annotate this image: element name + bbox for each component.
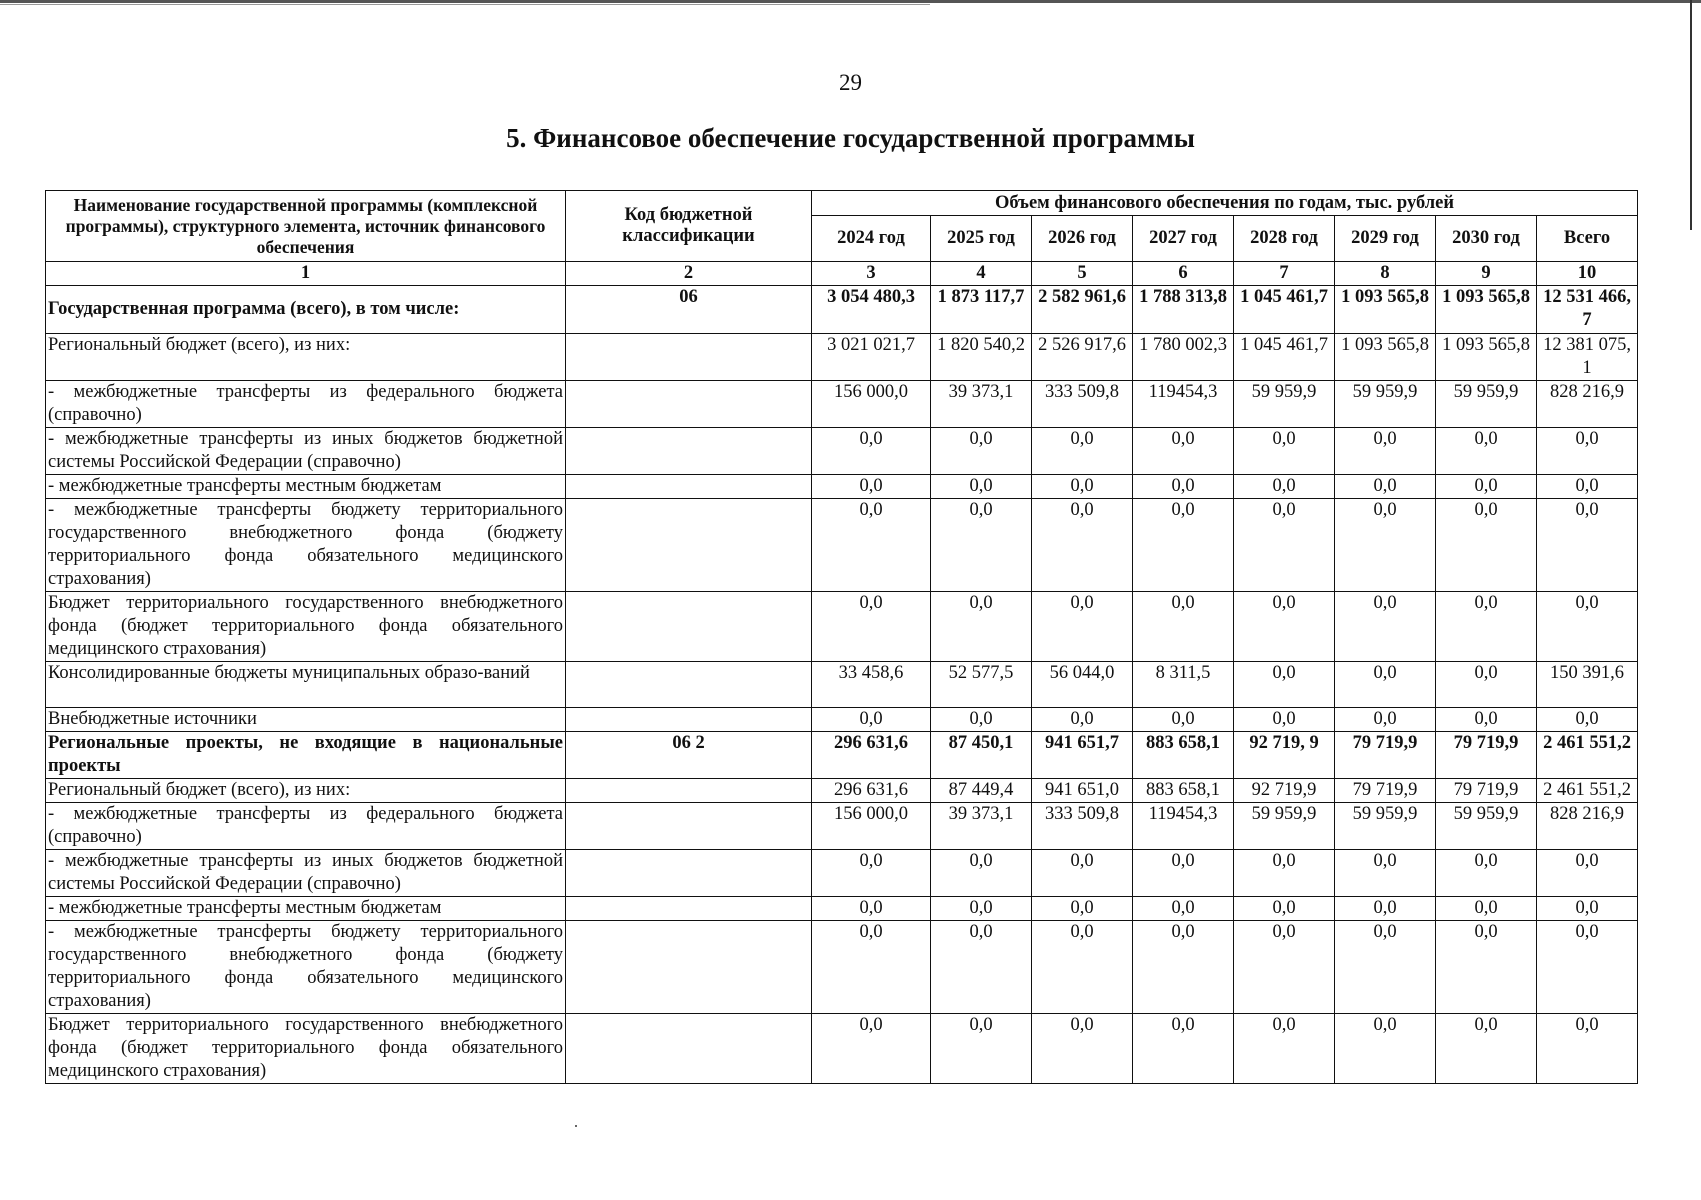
column-number: 3 (812, 262, 931, 286)
row-value-cell: 0,0 (1032, 921, 1133, 1014)
row-value-cell: 79 719,9 (1436, 732, 1537, 779)
row-value-cell: 0,0 (1234, 662, 1335, 708)
row-name-cell: - межбюджетные трансферты из иных бюджетов бюджетной системы Российской Федерации (справочно) (46, 428, 566, 475)
row-total-cell: 828 216,9 (1537, 803, 1638, 850)
row-value-cell: 0,0 (1335, 921, 1436, 1014)
row-value-cell: 0,0 (812, 428, 931, 475)
header-total: Всего (1537, 216, 1638, 262)
column-number: 1 (46, 262, 566, 286)
row-total-cell: 0,0 (1537, 897, 1638, 921)
row-value-cell: 883 658,1 (1133, 779, 1234, 803)
row-name-cell: - межбюджетные трансферты из иных бюджетов бюджетной системы Российской Федерации (справочно) (46, 850, 566, 897)
header-year: 2030 год (1436, 216, 1537, 262)
row-value-cell: 296 631,6 (812, 779, 931, 803)
row-total-cell: 2 461 551,2 (1537, 779, 1638, 803)
row-value-cell: 0,0 (1032, 1014, 1133, 1084)
row-value-cell: 0,0 (931, 850, 1032, 897)
row-name-cell: - межбюджетные трансферты из федерального бюджета (справочно) (46, 803, 566, 850)
row-value-cell: 119454,3 (1133, 381, 1234, 428)
row-value-cell: 0,0 (812, 708, 931, 732)
row-value-cell: 87 449,4 (931, 779, 1032, 803)
row-total-cell: 0,0 (1537, 850, 1638, 897)
column-number: 6 (1133, 262, 1234, 286)
row-code-cell (566, 428, 812, 475)
table-row (46, 592, 1638, 662)
row-value-cell: 0,0 (931, 708, 1032, 732)
page-number: 29 (839, 70, 862, 95)
row-value-cell: 0,0 (1032, 499, 1133, 592)
row-value-cell: 296 631,6 (812, 732, 931, 779)
row-value-cell: 0,0 (1133, 897, 1234, 921)
row-name-cell: Бюджет территориального государственного внебюджетного фонда (бюджет территориального фонда обязательного медицинского страхования) (46, 1014, 566, 1084)
row-value-cell: 0,0 (1234, 499, 1335, 592)
row-value-cell: 0,0 (931, 428, 1032, 475)
column-number: 9 (1436, 262, 1537, 286)
financing-table (45, 190, 1638, 1084)
table-row (46, 428, 1638, 475)
row-value-cell: 0,0 (1436, 921, 1537, 1014)
row-value-cell: 0,0 (1335, 428, 1436, 475)
header-year: 2029 год (1335, 216, 1436, 262)
row-value-cell: 0,0 (1335, 897, 1436, 921)
row-value-cell: 79 719,9 (1335, 732, 1436, 779)
row-value-cell: 1 093 565,8 (1436, 334, 1537, 381)
row-name-cell: - межбюджетные трансферты бюджету территориального государственного внебюджетного фонда (бюджету территориального фонда обязательного медицинского страхования) (46, 921, 566, 1014)
scan-speck (575, 1125, 577, 1127)
row-total-cell: 12 531 466,7 (1537, 286, 1638, 334)
scan-right-edge (1690, 0, 1692, 230)
row-value-cell: 79 719,9 (1335, 779, 1436, 803)
row-value-cell: 0,0 (812, 850, 931, 897)
row-value-cell: 0,0 (931, 921, 1032, 1014)
column-number: 5 (1032, 262, 1133, 286)
row-code-cell (566, 499, 812, 592)
row-value-cell: 1 093 565,8 (1335, 334, 1436, 381)
column-number: 7 (1234, 262, 1335, 286)
row-value-cell: 0,0 (931, 897, 1032, 921)
table-row (46, 334, 1638, 381)
table-row (46, 803, 1638, 850)
row-value-cell: 1 780 002,3 (1133, 334, 1234, 381)
row-code-cell (566, 381, 812, 428)
column-number-row (46, 262, 1638, 286)
row-value-cell: 0,0 (1032, 850, 1133, 897)
row-total-cell: 2 461 551,2 (1537, 732, 1638, 779)
row-total-cell: 0,0 (1537, 475, 1638, 499)
row-total-cell: 150 391,6 (1537, 662, 1638, 708)
table-row (46, 286, 1638, 334)
row-value-cell: 0,0 (1032, 708, 1133, 732)
header-year: 2027 год (1133, 216, 1234, 262)
row-value-cell: 333 509,8 (1032, 381, 1133, 428)
row-value-cell: 156 000,0 (812, 381, 931, 428)
row-value-cell: 1 045 461,7 (1234, 286, 1335, 334)
row-value-cell: 0,0 (1234, 921, 1335, 1014)
column-number: 4 (931, 262, 1032, 286)
row-value-cell: 0,0 (1133, 1014, 1234, 1084)
row-value-cell: 1 093 565,8 (1335, 286, 1436, 334)
row-value-cell: 0,0 (931, 475, 1032, 499)
row-code-cell (566, 850, 812, 897)
row-code-cell (566, 921, 812, 1014)
row-value-cell: 0,0 (1436, 499, 1537, 592)
row-code-cell: 06 2 (566, 732, 812, 779)
row-code-cell (566, 897, 812, 921)
row-value-cell: 1 820 540,2 (931, 334, 1032, 381)
row-value-cell: 0,0 (1032, 897, 1133, 921)
row-value-cell: 0,0 (931, 1014, 1032, 1084)
row-value-cell: 1 045 461,7 (1234, 334, 1335, 381)
row-name-cell: Государственная программа (всего), в том числе: (46, 286, 566, 334)
row-name-cell: Консолидированные бюджеты муниципальных образо-ваний (46, 662, 566, 708)
row-value-cell: 39 373,1 (931, 803, 1032, 850)
row-value-cell: 0,0 (1234, 592, 1335, 662)
row-total-cell: 0,0 (1537, 708, 1638, 732)
row-total-cell: 0,0 (1537, 1014, 1638, 1084)
row-value-cell: 1 873 117,7 (931, 286, 1032, 334)
column-number: 8 (1335, 262, 1436, 286)
table-row (46, 1014, 1638, 1084)
row-value-cell: 0,0 (1133, 499, 1234, 592)
table-row (46, 921, 1638, 1014)
table-row (46, 850, 1638, 897)
row-value-cell: 0,0 (812, 592, 931, 662)
row-value-cell: 59 959,9 (1234, 381, 1335, 428)
header-volume-group: Объем финансового обеспечения по годам, тыс. рублей (812, 191, 1638, 216)
header-year: 2026 год (1032, 216, 1133, 262)
row-value-cell: 79 719,9 (1436, 779, 1537, 803)
row-value-cell: 56 044,0 (1032, 662, 1133, 708)
row-value-cell: 0,0 (1234, 475, 1335, 499)
row-value-cell: 3 054 480,3 (812, 286, 931, 334)
row-name-cell: Региональный бюджет (всего), из них: (46, 779, 566, 803)
row-value-cell: 0,0 (1335, 475, 1436, 499)
row-value-cell: 0,0 (1032, 475, 1133, 499)
row-code-cell (566, 708, 812, 732)
row-value-cell: 0,0 (812, 475, 931, 499)
row-value-cell: 0,0 (1032, 428, 1133, 475)
table-row (46, 381, 1638, 428)
row-name-cell: Региональный бюджет (всего), из них: (46, 334, 566, 381)
row-value-cell: 0,0 (1133, 428, 1234, 475)
row-code-cell (566, 1014, 812, 1084)
row-value-cell: 0,0 (1234, 708, 1335, 732)
row-value-cell: 0,0 (1436, 428, 1537, 475)
row-value-cell: 0,0 (812, 1014, 931, 1084)
row-value-cell: 0,0 (812, 921, 931, 1014)
row-value-cell: 333 509,8 (1032, 803, 1133, 850)
row-code-cell (566, 475, 812, 499)
row-value-cell: 87 450,1 (931, 732, 1032, 779)
column-number: 2 (566, 262, 812, 286)
row-code-cell: 06 (566, 286, 812, 334)
table-row (46, 475, 1638, 499)
row-total-cell: 0,0 (1537, 592, 1638, 662)
row-value-cell: 0,0 (1335, 662, 1436, 708)
row-value-cell: 0,0 (812, 897, 931, 921)
row-value-cell: 52 577,5 (931, 662, 1032, 708)
row-total-cell: 0,0 (1537, 921, 1638, 1014)
row-code-cell (566, 779, 812, 803)
row-value-cell: 0,0 (1032, 592, 1133, 662)
row-value-cell: 2 582 961,6 (1032, 286, 1133, 334)
table-row (46, 499, 1638, 592)
header-year: 2028 год (1234, 216, 1335, 262)
table-row (46, 708, 1638, 732)
row-total-cell: 12 381 075,1 (1537, 334, 1638, 381)
row-value-cell: 0,0 (1436, 662, 1537, 708)
scan-top-border (0, 0, 1701, 3)
row-value-cell: 0,0 (1234, 1014, 1335, 1084)
row-value-cell: 883 658,1 (1133, 732, 1234, 779)
table-row (46, 779, 1638, 803)
row-value-cell: 0,0 (931, 499, 1032, 592)
row-value-cell: 59 959,9 (1436, 381, 1537, 428)
row-value-cell: 0,0 (1335, 850, 1436, 897)
row-name-cell: Региональные проекты, не входящие в национальные проекты (46, 732, 566, 779)
row-value-cell: 59 959,9 (1335, 803, 1436, 850)
row-value-cell: 0,0 (1436, 850, 1537, 897)
row-value-cell: 0,0 (1133, 921, 1234, 1014)
row-value-cell: 0,0 (1436, 708, 1537, 732)
row-value-cell: 92 719,9 (1234, 779, 1335, 803)
header-code-column: Код бюджетной классификации (566, 191, 812, 262)
row-code-cell (566, 334, 812, 381)
row-value-cell: 0,0 (1436, 1014, 1537, 1084)
row-value-cell: 0,0 (1234, 850, 1335, 897)
row-value-cell: 0,0 (1234, 897, 1335, 921)
row-value-cell: 941 651,0 (1032, 779, 1133, 803)
row-total-cell: 828 216,9 (1537, 381, 1638, 428)
row-value-cell: 0,0 (1436, 475, 1537, 499)
row-value-cell: 92 719, 9 (1234, 732, 1335, 779)
row-value-cell: 0,0 (1335, 499, 1436, 592)
row-value-cell: 59 959,9 (1234, 803, 1335, 850)
row-value-cell: 941 651,7 (1032, 732, 1133, 779)
row-name-cell: - межбюджетные трансферты местным бюджетам (46, 475, 566, 499)
row-value-cell: 0,0 (931, 592, 1032, 662)
row-name-cell: Внебюджетные источники (46, 708, 566, 732)
row-value-cell: 39 373,1 (931, 381, 1032, 428)
row-value-cell: 0,0 (1234, 428, 1335, 475)
table-row (46, 662, 1638, 708)
header-year: 2024 год (812, 216, 931, 262)
row-value-cell: 8 311,5 (1133, 662, 1234, 708)
table-row (46, 897, 1638, 921)
row-name-cell: Бюджет территориального государственного внебюджетного фонда (бюджет территориального фонда обязательного медицинского страхования) (46, 592, 566, 662)
row-code-cell (566, 592, 812, 662)
row-value-cell: 33 458,6 (812, 662, 931, 708)
header-year: 2025 год (931, 216, 1032, 262)
row-name-cell: - межбюджетные трансферты из федерального бюджета (справочно) (46, 381, 566, 428)
row-code-cell (566, 662, 812, 708)
row-value-cell: 2 526 917,6 (1032, 334, 1133, 381)
row-total-cell: 0,0 (1537, 428, 1638, 475)
row-value-cell: 119454,3 (1133, 803, 1234, 850)
row-value-cell: 0,0 (812, 499, 931, 592)
row-name-cell: - межбюджетные трансферты бюджету территориального государственного внебюджетного фонда (бюджету территориального фонда обязательного медицинского страхования) (46, 499, 566, 592)
row-value-cell: 1 788 313,8 (1133, 286, 1234, 334)
scan-top-border-secondary (0, 4, 930, 5)
row-value-cell: 0,0 (1335, 1014, 1436, 1084)
row-total-cell: 0,0 (1537, 499, 1638, 592)
column-number: 10 (1537, 262, 1638, 286)
document-title: 5. Финансовое обеспечение государственной программы (506, 123, 1195, 153)
row-value-cell: 0,0 (1133, 475, 1234, 499)
row-value-cell: 0,0 (1133, 850, 1234, 897)
row-value-cell: 0,0 (1436, 592, 1537, 662)
row-value-cell: 156 000,0 (812, 803, 931, 850)
row-value-cell: 0,0 (1133, 592, 1234, 662)
row-value-cell: 3 021 021,7 (812, 334, 931, 381)
row-value-cell: 0,0 (1436, 897, 1537, 921)
row-value-cell: 0,0 (1133, 708, 1234, 732)
row-value-cell: 1 093 565,8 (1436, 286, 1537, 334)
row-code-cell (566, 803, 812, 850)
row-name-cell: - межбюджетные трансферты местным бюджетам (46, 897, 566, 921)
header-name-column: Наименование государственной программы (комплексной программы), структурного элемента, источник финансового обеспечения (46, 191, 566, 262)
row-value-cell: 59 959,9 (1335, 381, 1436, 428)
row-value-cell: 59 959,9 (1436, 803, 1537, 850)
row-value-cell: 0,0 (1335, 592, 1436, 662)
table-row (46, 732, 1638, 779)
row-value-cell: 0,0 (1335, 708, 1436, 732)
